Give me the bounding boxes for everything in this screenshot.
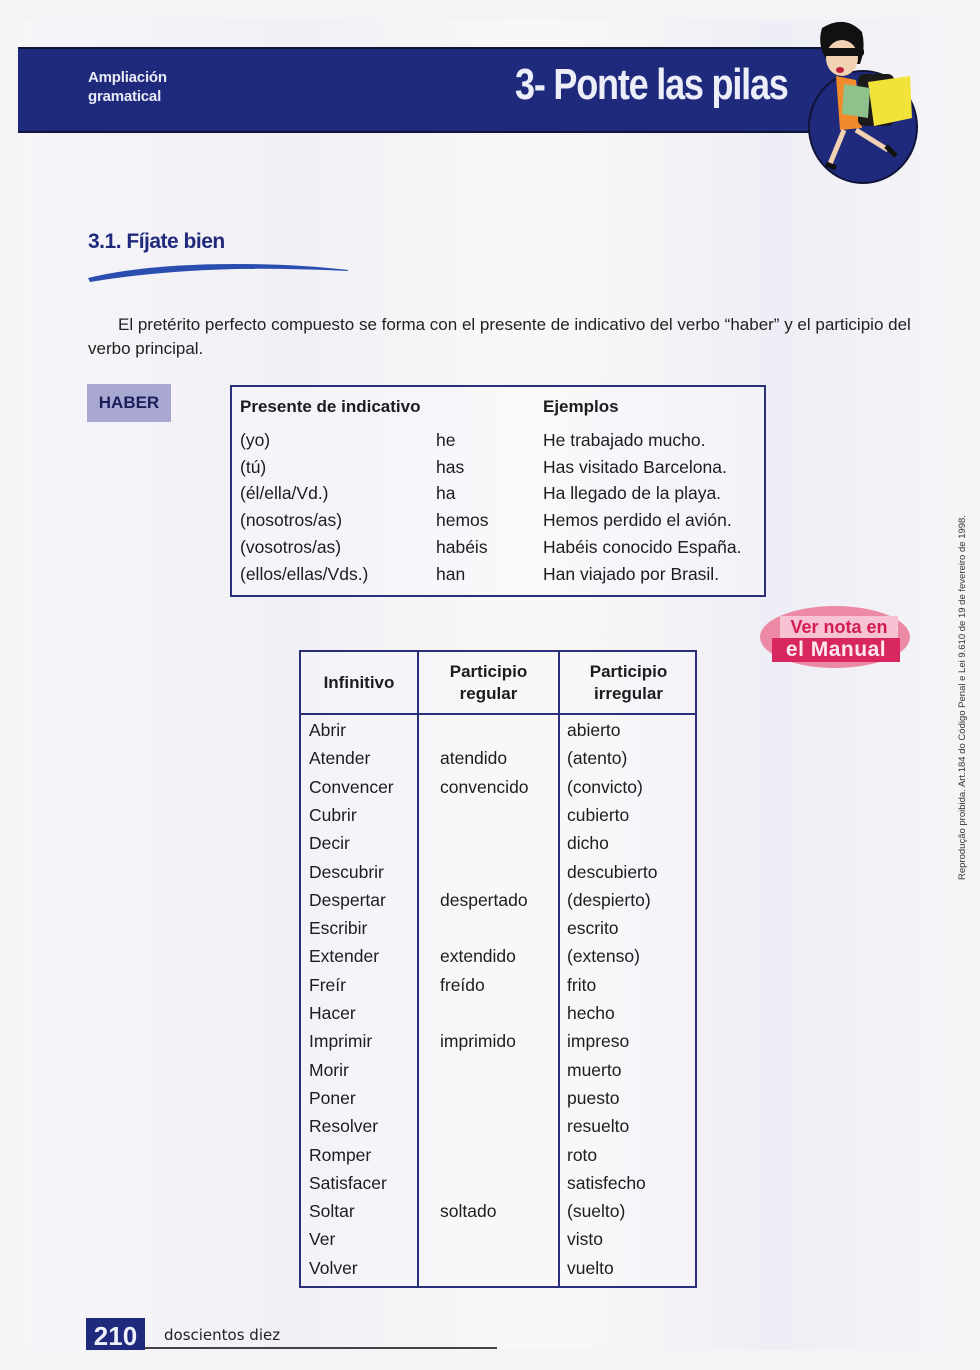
infinitive-cell: Escribir — [309, 918, 368, 939]
haber-row — [232, 564, 764, 591]
participle-row — [301, 890, 695, 918]
infinitive-cell: Atender — [309, 748, 371, 769]
example: He trabajado mucho. — [543, 430, 706, 450]
irregular-participle-cell: escrito — [567, 918, 619, 939]
pronoun: (él/ella/Vd.) — [240, 483, 329, 503]
infinitive-cell: Romper — [309, 1144, 372, 1165]
example: Hemos perdido el avión. — [543, 510, 732, 530]
infinitive-cell: Extender — [309, 946, 380, 967]
participles-table — [299, 650, 697, 1288]
legal-note: Reprodução proibida. Art.184 do Código Penal e Lei 9.610 de 19 de fevereiro de 1998. — [957, 515, 968, 880]
header-irregular-line1: Participio — [589, 661, 668, 681]
header-section-line1: Ampliación — [88, 69, 167, 86]
pronoun: (vosotros/as) — [240, 537, 342, 557]
infinitive-cell: Decir — [309, 833, 350, 854]
header-divider — [301, 713, 695, 715]
haber-row — [232, 510, 764, 537]
regular-participle-cell: freído — [440, 974, 485, 995]
haber-form: ha — [436, 483, 456, 503]
haber-form: he — [436, 430, 456, 450]
infinitive-cell: Volver — [309, 1257, 358, 1278]
irregular-participle-cell: visto — [567, 1229, 603, 1250]
section-title: 3.1. Fíjate bien — [88, 230, 225, 253]
irregular-participle-cell: (suelto) — [567, 1201, 626, 1222]
header-regular — [419, 652, 558, 713]
participle-row — [301, 1201, 695, 1229]
haber-examples-heading: Ejemplos — [543, 397, 619, 416]
mascot-illustration-icon — [800, 18, 920, 178]
haber-form: hemos — [436, 510, 489, 530]
badge-line1: Ver nota en — [780, 616, 898, 638]
irregular-participle-cell: muerto — [567, 1059, 622, 1080]
infinitive-cell: Morir — [309, 1059, 349, 1080]
irregular-participle-cell: roto — [567, 1144, 598, 1165]
participle-row — [301, 1003, 695, 1031]
haber-tag: HABER — [87, 384, 171, 422]
header-infinitive — [301, 652, 417, 713]
header-section-line2: gramatical — [88, 88, 162, 105]
regular-participle-cell: extendido — [440, 946, 516, 967]
haber-row — [232, 483, 764, 510]
infinitive-cell: Satisfacer — [309, 1172, 387, 1193]
infinitive-cell: Freír — [309, 974, 346, 995]
participle-row — [301, 748, 695, 776]
pronoun: (yo) — [240, 430, 271, 450]
regular-participle-cell: imprimido — [440, 1031, 516, 1052]
participle-row — [301, 1116, 695, 1144]
participle-row — [301, 918, 695, 946]
participle-row — [301, 1258, 695, 1286]
irregular-participle-cell: (extenso) — [567, 946, 640, 967]
haber-row — [232, 537, 764, 564]
haber-column-heading: Presente de indicativo — [240, 397, 421, 416]
infinitive-cell: Imprimir — [309, 1031, 373, 1052]
haber-form: habéis — [436, 537, 488, 557]
infinitive-cell: Resolver — [309, 1116, 379, 1137]
irregular-participle-cell: dicho — [567, 833, 609, 854]
infinitive-cell: Soltar — [309, 1201, 355, 1222]
brush-stroke-decoration-icon — [86, 258, 351, 282]
infinitive-cell: Convencer — [309, 776, 394, 797]
chapter-title: 3- Ponte las pilas — [515, 60, 788, 109]
irregular-participle-cell: resuelto — [567, 1116, 630, 1137]
header-irregular-line2: irregular — [594, 683, 663, 703]
haber-form: has — [436, 457, 465, 477]
pronoun: (tú) — [240, 457, 267, 477]
irregular-participle-cell: impreso — [567, 1031, 630, 1052]
haber-row — [232, 457, 764, 484]
irregular-participle-cell: (atento) — [567, 748, 628, 769]
infinitive-cell: Poner — [309, 1087, 356, 1108]
participle-row — [301, 833, 695, 861]
badge-line2: el Manual — [772, 638, 900, 662]
participle-row — [301, 1145, 695, 1173]
example: Has visitado Barcelona. — [543, 457, 727, 477]
participle-row — [301, 777, 695, 805]
page-number-words: doscientos diez — [164, 1326, 281, 1344]
haber-row — [232, 430, 764, 457]
haber-conjugation-table — [230, 385, 766, 597]
irregular-participle-cell: cubierto — [567, 804, 630, 825]
regular-participle-cell: soltado — [440, 1201, 497, 1222]
infinitive-cell: Despertar — [309, 889, 386, 910]
infinitive-cell: Descubrir — [309, 861, 384, 882]
manual-note-badge[interactable] — [760, 606, 910, 668]
participle-row — [301, 946, 695, 974]
header-section-label — [88, 68, 167, 106]
participle-row — [301, 805, 695, 833]
header-infinitive-label: Infinitivo — [323, 672, 395, 692]
participle-row — [301, 720, 695, 748]
infinitive-cell: Hacer — [309, 1003, 356, 1023]
example: Ha llegado de la playa. — [543, 483, 722, 503]
example: Habéis conocido España. — [543, 537, 742, 557]
header-regular-line2: regular — [459, 683, 518, 703]
participle-row — [301, 1088, 695, 1116]
footer-rule — [145, 1347, 497, 1349]
irregular-participle-cell: puesto — [567, 1087, 620, 1108]
participle-row — [301, 1229, 695, 1257]
regular-participle-cell: despertado — [440, 889, 528, 910]
regular-participle-cell: convencido — [440, 776, 529, 797]
infinitive-cell: Ver — [309, 1229, 336, 1250]
irregular-participle-cell: (convicto) — [567, 776, 643, 797]
irregular-participle-cell: abierto — [567, 720, 621, 740]
haber-form: han — [436, 564, 466, 584]
irregular-participle-cell: vuelto — [567, 1257, 614, 1278]
header-irregular — [560, 652, 697, 713]
irregular-participle-cell: (despierto) — [567, 889, 651, 910]
participle-row — [301, 1031, 695, 1059]
pronoun: (nosotros/as) — [240, 510, 343, 530]
irregular-participle-cell: frito — [567, 974, 597, 995]
regular-participle-cell: atendido — [440, 748, 508, 769]
example: Han viajado por Brasil. — [543, 564, 720, 584]
participle-row — [301, 975, 695, 1003]
infinitive-cell: Cubrir — [309, 804, 357, 825]
irregular-participle-cell: descubierto — [567, 861, 658, 882]
pronoun: (ellos/ellas/Vds.) — [240, 564, 369, 584]
participle-row — [301, 862, 695, 890]
participle-row — [301, 1173, 695, 1201]
intro-paragraph: El pretérito perfecto compuesto se forma con el presente de indicativo del verbo “haber” y el participio del verbo principal. — [88, 315, 911, 358]
participle-row — [301, 1060, 695, 1088]
page-number: 210 — [86, 1318, 145, 1350]
infinitive-cell: Abrir — [309, 720, 346, 740]
irregular-participle-cell: hecho — [567, 1003, 615, 1023]
irregular-participle-cell: satisfecho — [567, 1172, 646, 1193]
header-regular-line1: Participio — [449, 661, 528, 681]
